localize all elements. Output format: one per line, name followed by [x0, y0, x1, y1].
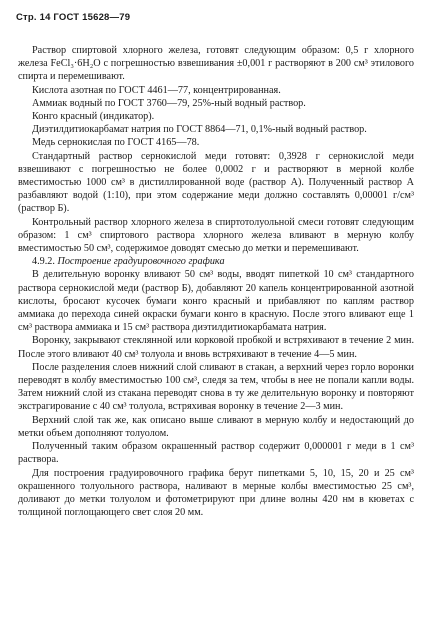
page-header: Стр. 14 ГОСТ 15628—79: [16, 12, 131, 23]
section-title: Построение градуировочного графика: [57, 256, 225, 268]
paragraph-ammonia: Аммиак водный по ГОСТ 3760—79, 25%-ный водный раствор.: [32, 97, 306, 109]
paragraph-calibration: Для построения градуировочного графика берут пипетками 5, 10, 15, 20 и 25 см³ окрашенного толуольного раствора, наливают в мерные колбы вместимостью 25 см³, доливают до метки толуолом и фотометрируют при длине волны 420 нм в кюветах с толщиной поглощающего свет слоя 20 мм.: [18, 467, 414, 519]
paragraph-control-solution: Контрольный раствор хлорного железа в спиртотолуольной смеси готовят следующим образом: 1 см³ спиртового раствора хлорного железа вливают в мерную колбу вместимостью 50 см³, содержимое доводят смесью до метки и перемешивают.: [18, 216, 414, 255]
paragraph-congo-red: Конго красный (индикатор).: [32, 111, 155, 123]
document-body: [18, 44, 414, 519]
paragraph-colored-solution: Полученный таким образом окрашенный раствор содержит 0,000001 г меди в 1 см³ раствора.: [18, 441, 414, 466]
paragraph-upper-layer: Верхний слой так же, как описано выше сливают в мерную колбу и недостающий до метки объем дополняют толуолом.: [18, 414, 414, 439]
paragraph-ferric-chloride-solution: Раствор спиртовой хлорного железа, готовят следующим образом: 0,5 г хлорного железа FeCl₃·6H₂O с погрешностью взвешивания ±0,001 г растворяют в 200 см³ этилового спирта и перемешивают.: [18, 45, 414, 83]
paragraph-standard-solution: Стандартный раствор сернокислой меди готовят: 0,3928 г сернокислой меди взвешивают с погрешностью не более 0,0002 г и растворяют в мерной колбе вместимостью 1000 см³ в дистиллированной воде (раствор А). Полученный раствор А разбавляют водой (1:10), при этом содержание меди должно составлять 0,00001 г/см³ (раствор Б).: [18, 150, 414, 215]
paragraph-nitric-acid: Кислота азотная по ГОСТ 4461—77, концентрированная.: [32, 84, 281, 96]
paragraph-copper-sulfate: Медь сернокислая по ГОСТ 4165—78.: [32, 137, 200, 149]
section-heading: [18, 255, 414, 268]
paragraph-separating-funnel: В делительную воронку вливают 50 см³ воды, вводят пипеткой 10 см³ стандартного раствора сернокислой меди (раствор Б), добавляют 20 капель концентрированной азотной кислоты, бросают кусочек бумаги конго красный и прибавляют по каплям раствор аммиака до перехода синей окраски бумаги конго в красную. После этого вливают еще 1 см³ раствора аммиака и 15 см³ раствора диэтилдитиокарбамата натрия.: [18, 269, 414, 334]
paragraph-layer-separation: После разделения слоев нижний слой сливают в стакан, а верхний через горло воронки переводят в колбу вместимостью 100 см³, следя за тем, чтобы в нее не попали капли воды. Затем нижний слой из стакана переводят снова в ту же делительную воронку и повторяют экстрагирование с 40 см³ толуола, встряхивая воронку в течение 2—3 мин.: [18, 361, 414, 413]
paragraph-sodium-dithiocarbamate: Диэтилдитиокарбамат натрия по ГОСТ 8864—71, 0,1%-ный водный раствор.: [32, 124, 367, 136]
paragraph-shaking: Воронку, закрывают стеклянной или корковой пробкой и встряхивают в течение 2 мин. После этого вливают 40 см³ толуола и вновь встряхивают в течение 4—5 мин.: [18, 335, 414, 360]
section-number: 4.9.2.: [32, 256, 55, 268]
